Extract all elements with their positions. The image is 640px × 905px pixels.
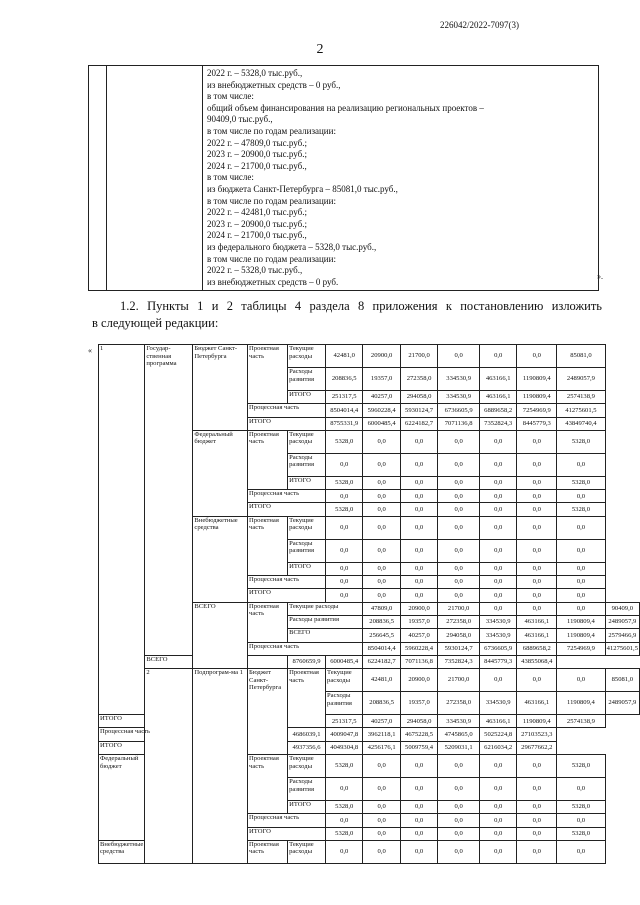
value-cell: 43855068,4 — [517, 655, 557, 668]
value-cell: 0,0 — [517, 801, 557, 814]
value-cell: 2579466,9 — [605, 629, 639, 642]
value-cell: 0,0 — [400, 430, 437, 453]
value-cell: 1190809,4 — [517, 391, 557, 404]
value-cell: 5930124,7 — [438, 642, 480, 655]
financing-text-line: 2022 г. – 5328,0 тыс.руб., — [207, 265, 303, 276]
value-cell: 7254969,9 — [557, 642, 605, 655]
value-cell: 0,0 — [479, 801, 516, 814]
value-cell: 27103523,3 — [517, 728, 557, 741]
value-cell: 6736605,9 — [479, 642, 516, 655]
value-cell: 0,0 — [400, 476, 437, 489]
value-cell: 41275601,5 — [605, 642, 639, 655]
value-cell: 0,0 — [517, 755, 557, 778]
value-cell: 0,0 — [517, 827, 557, 840]
row-label: Процессная часть — [248, 814, 326, 827]
value-cell: 21700,0 — [438, 669, 480, 692]
value-cell: 0,0 — [326, 840, 363, 863]
financing-text-line: общий объем финансирования на реализацию региональных проектов – — [207, 102, 484, 113]
value-cell: 4937356,6 — [288, 741, 326, 754]
value-cell: 0,0 — [438, 453, 480, 476]
value-cell: 0,0 — [557, 516, 605, 539]
value-cell: 0,0 — [438, 562, 480, 575]
part-label: Проектная часть — [248, 430, 288, 489]
row-label: Расходы развития — [326, 692, 363, 715]
value-cell: 0,0 — [479, 589, 516, 602]
value-cell: 0,0 — [479, 602, 516, 615]
item-number: 1 — [99, 345, 145, 715]
value-cell: 0,0 — [479, 576, 516, 589]
value-cell: 0,0 — [363, 827, 400, 840]
financing-text-line: 2022 г. – 47809,0 тыс.руб.; — [207, 137, 307, 148]
value-cell: 7352824,3 — [479, 417, 516, 430]
financing-text-line: из федерального бюджета – 5328,0 тыс.руб., — [207, 241, 377, 252]
value-cell: 334530,9 — [438, 391, 480, 404]
value-cell: 42481,0 — [363, 669, 400, 692]
source-label: Внебюджетные средства — [99, 840, 145, 863]
row-label: ИТОГО — [99, 741, 193, 754]
value-cell: 0,0 — [557, 840, 605, 863]
value-cell: 7071136,8 — [400, 655, 437, 668]
top-col-number — [89, 66, 107, 291]
value-cell: 8755331,9 — [326, 417, 363, 430]
value-cell: 5328,0 — [326, 801, 363, 814]
page-number: 2 — [316, 42, 324, 57]
value-cell: 0,0 — [363, 476, 400, 489]
value-cell: 0,0 — [438, 503, 480, 516]
paragraph-line-1: 1.2. Пункты 1 и 2 таблицы 4 раздела 8 приложения к постановлению изложить — [120, 299, 602, 313]
source-label: Внебюджетные средства — [193, 516, 248, 602]
value-cell: 5328,0 — [326, 430, 363, 453]
value-cell: 0,0 — [438, 814, 480, 827]
value-cell: 256645,5 — [363, 629, 400, 642]
value-cell: 0,0 — [400, 490, 437, 503]
value-cell: 0,0 — [363, 589, 400, 602]
value-cell: 85081,0 — [557, 345, 605, 368]
value-cell: 29677662,2 — [517, 741, 557, 754]
value-cell: 463166,1 — [517, 629, 557, 642]
value-cell: 0,0 — [400, 755, 437, 778]
value-cell: 20900,0 — [363, 345, 400, 368]
row-label: Текущие расходы — [288, 430, 326, 453]
value-cell: 0,0 — [438, 476, 480, 489]
value-cell: 334530,9 — [479, 692, 516, 715]
value-cell: 8760659,9 — [288, 655, 326, 668]
financing-text-line: 2024 г. – 21700,0 тыс.руб., — [207, 230, 307, 241]
value-cell: 272358,0 — [438, 692, 480, 715]
value-cell: 19357,0 — [400, 692, 437, 715]
value-cell: 6000485,4 — [326, 655, 363, 668]
value-cell: 2574138,9 — [557, 715, 605, 728]
value-cell: 40257,0 — [400, 629, 437, 642]
part-label: Проектная часть — [288, 669, 326, 728]
value-cell: 0,0 — [438, 490, 480, 503]
financing-text-line: 2024 г. – 21700,0 тыс.руб., — [207, 160, 307, 171]
value-cell: 251317,5 — [326, 715, 363, 728]
value-cell: 0,0 — [400, 827, 437, 840]
financing-text-line: в том числе по годам реализации: — [207, 125, 336, 136]
value-cell: 0,0 — [479, 840, 516, 863]
value-cell: 0,0 — [438, 430, 480, 453]
part-label: Проектная часть — [248, 345, 288, 404]
row-label: Расходы развития — [288, 368, 326, 391]
program-label: Подпрограм-ма 1 — [193, 669, 248, 864]
value-cell: 0,0 — [400, 503, 437, 516]
part-label: Проектная часть — [248, 516, 288, 575]
program-label: Государ-ственная программа — [145, 345, 193, 656]
value-cell: 0,0 — [479, 476, 516, 489]
value-cell: 0,0 — [479, 430, 516, 453]
value-cell: 6216034,2 — [479, 741, 516, 754]
item-number: 2 — [145, 669, 193, 864]
value-cell: 5328,0 — [557, 801, 605, 814]
value-cell: 0,0 — [517, 345, 557, 368]
value-cell: 6224182,7 — [363, 655, 400, 668]
value-cell: 6000485,4 — [363, 417, 400, 430]
source-label: Федеральный бюджет — [99, 755, 145, 841]
row-label: Текущие расходы — [326, 669, 363, 692]
value-cell: 0,0 — [517, 576, 557, 589]
value-cell: 0,0 — [479, 669, 516, 692]
value-cell: 0,0 — [400, 778, 437, 801]
financing-text-line: 2022 г. – 42481,0 тыс.руб.; — [207, 207, 307, 218]
value-cell: 0,0 — [363, 778, 400, 801]
amendment-paragraph — [92, 298, 602, 332]
value-cell: 0,0 — [363, 490, 400, 503]
total-label: ВСЕГО — [193, 602, 248, 668]
document-number: 226042/2022-7097(3) — [440, 20, 519, 30]
value-cell: 2489057,9 — [605, 615, 639, 628]
value-cell: 21700,0 — [400, 345, 437, 368]
value-cell: 4686039,1 — [288, 728, 326, 741]
value-cell: 0,0 — [557, 602, 605, 615]
value-cell: 5328,0 — [326, 503, 363, 516]
value-cell: 0,0 — [517, 602, 557, 615]
value-cell: 0,0 — [438, 755, 480, 778]
value-cell: 40257,0 — [363, 715, 400, 728]
financing-text-line: 2023 г. – 20900,0 тыс.руб.; — [207, 149, 307, 160]
value-cell: 0,0 — [479, 453, 516, 476]
value-cell: 334530,9 — [479, 615, 516, 628]
value-cell: 0,0 — [479, 755, 516, 778]
value-cell: 0,0 — [438, 539, 480, 562]
value-cell: 0,0 — [517, 840, 557, 863]
value-cell: 42481,0 — [326, 345, 363, 368]
financing-text-line: из внебюджетных средств – 0 руб., — [207, 79, 341, 90]
value-cell: 2574138,9 — [557, 391, 605, 404]
value-cell: 4256176,1 — [363, 741, 400, 754]
value-cell: 8504014,4 — [363, 642, 400, 655]
financing-text — [203, 66, 598, 290]
value-cell: 294058,0 — [400, 391, 437, 404]
value-cell: 40257,0 — [363, 391, 400, 404]
value-cell: 0,0 — [438, 840, 480, 863]
value-cell: 0,0 — [326, 814, 363, 827]
value-cell: 0,0 — [326, 562, 363, 575]
value-cell: 4009047,8 — [326, 728, 363, 741]
value-cell: 1190809,4 — [517, 715, 557, 728]
value-cell: 1190809,4 — [557, 692, 605, 715]
value-cell: 0,0 — [438, 778, 480, 801]
value-cell: 0,0 — [363, 814, 400, 827]
paragraph-line-2: в следующей редакции: — [92, 316, 219, 330]
value-cell: 5328,0 — [326, 827, 363, 840]
value-cell: 0,0 — [326, 490, 363, 503]
value-cell: 5025224,8 — [479, 728, 516, 741]
row-label: Текущие расходы — [288, 516, 326, 539]
financing-text-line: в том числе по годам реализации: — [207, 253, 336, 264]
row-label: ИТОГО — [248, 503, 326, 516]
value-cell: 0,0 — [517, 814, 557, 827]
row-label: ИТОГО — [248, 417, 326, 430]
value-cell: 463166,1 — [517, 692, 557, 715]
value-cell: 0,0 — [557, 490, 605, 503]
value-cell: 272358,0 — [400, 368, 437, 391]
value-cell: 0,0 — [479, 778, 516, 801]
value-cell: 0,0 — [400, 562, 437, 575]
value-cell: 0,0 — [517, 778, 557, 801]
row-label: ВСЕГО — [288, 629, 363, 642]
value-cell: 5328,0 — [326, 755, 363, 778]
value-cell: 5930124,7 — [400, 404, 437, 417]
value-cell: 6224182,7 — [400, 417, 437, 430]
value-cell: 294058,0 — [438, 629, 480, 642]
value-cell: 6889658,2 — [479, 404, 516, 417]
value-cell: 0,0 — [326, 778, 363, 801]
value-cell: 0,0 — [438, 827, 480, 840]
value-cell: 0,0 — [363, 453, 400, 476]
value-cell: 334530,9 — [438, 715, 480, 728]
value-cell: 8445779,3 — [517, 417, 557, 430]
row-label: Расходы развития — [288, 453, 326, 476]
value-cell: 0,0 — [363, 430, 400, 453]
row-label: Процессная часть — [248, 576, 326, 589]
financing-text-line: в том числе: — [207, 91, 254, 102]
value-cell: 0,0 — [326, 539, 363, 562]
value-cell: 0,0 — [479, 516, 516, 539]
value-cell: 1190809,4 — [557, 629, 605, 642]
value-cell: 4745865,0 — [438, 728, 480, 741]
value-cell: 0,0 — [438, 576, 480, 589]
row-label: ИТОГО — [288, 476, 326, 489]
value-cell: 0,0 — [479, 562, 516, 575]
value-cell: 0,0 — [326, 589, 363, 602]
value-cell: 8445779,3 — [479, 655, 516, 668]
value-cell: 5009759,4 — [400, 741, 437, 754]
value-cell: 0,0 — [517, 516, 557, 539]
value-cell: 0,0 — [557, 669, 605, 692]
value-cell: 0,0 — [400, 516, 437, 539]
value-cell: 8504014,4 — [326, 404, 363, 417]
financing-text-line: 2023 г. – 20900,0 тыс.руб.; — [207, 218, 307, 229]
part-label: Проектная часть — [248, 755, 288, 814]
value-cell: 208836,5 — [363, 692, 400, 715]
row-label: ВСЕГО — [145, 655, 288, 668]
source-label: Федеральный бюджет — [193, 430, 248, 516]
value-cell: 41275601,5 — [557, 404, 605, 417]
value-cell: 0,0 — [557, 539, 605, 562]
value-cell: 3962118,1 — [363, 728, 400, 741]
value-cell: 90409,0 — [605, 602, 639, 615]
value-cell: 463166,1 — [479, 391, 516, 404]
value-cell: 251317,5 — [326, 391, 363, 404]
value-cell: 0,0 — [517, 503, 557, 516]
value-cell: 5328,0 — [557, 755, 605, 778]
value-cell: 0,0 — [400, 576, 437, 589]
row-label: ИТОГО — [288, 391, 326, 404]
value-cell: 0,0 — [363, 576, 400, 589]
value-cell: 5960228,4 — [363, 404, 400, 417]
financing-text-line: в том числе: — [207, 172, 254, 183]
value-cell: 0,0 — [363, 755, 400, 778]
row-label: ИТОГО — [248, 589, 326, 602]
value-cell: 0,0 — [400, 840, 437, 863]
value-cell: 294058,0 — [400, 715, 437, 728]
row-label: Текущие расходы — [288, 755, 326, 778]
value-cell: 0,0 — [438, 589, 480, 602]
value-cell: 6736605,9 — [438, 404, 480, 417]
value-cell: 334530,9 — [438, 368, 480, 391]
row-label: Процессная часть — [99, 728, 193, 741]
value-cell: 0,0 — [517, 430, 557, 453]
part-label: Проектная часть — [248, 840, 288, 863]
financing-text-line: 90409,0 тыс.руб., — [207, 114, 273, 125]
row-label: ИТОГО — [288, 562, 326, 575]
value-cell: 20900,0 — [400, 602, 437, 615]
value-cell: 0,0 — [517, 669, 557, 692]
value-cell: 0,0 — [400, 453, 437, 476]
value-cell: 5328,0 — [557, 827, 605, 840]
source-label: Бюджет Санкт-Петербурга — [248, 669, 288, 755]
value-cell: 19357,0 — [400, 615, 437, 628]
top-continuation-table — [88, 65, 599, 291]
value-cell: 0,0 — [517, 490, 557, 503]
value-cell: 0,0 — [557, 453, 605, 476]
value-cell: 43849740,4 — [557, 417, 605, 430]
row-label: Расходы развития — [288, 539, 326, 562]
value-cell: 0,0 — [517, 589, 557, 602]
value-cell: 0,0 — [479, 503, 516, 516]
value-cell: 0,0 — [400, 589, 437, 602]
value-cell: 0,0 — [557, 778, 605, 801]
value-cell: 0,0 — [517, 453, 557, 476]
value-cell: 5328,0 — [326, 476, 363, 489]
row-label: ИТОГО — [99, 715, 145, 728]
row-label: Процессная часть — [248, 642, 363, 655]
value-cell: 0,0 — [326, 576, 363, 589]
financing-table — [98, 344, 640, 864]
value-cell: 0,0 — [326, 516, 363, 539]
value-cell: 0,0 — [517, 476, 557, 489]
row-label: Расходы развития — [288, 615, 363, 628]
value-cell: 0,0 — [479, 345, 516, 368]
value-cell: 20900,0 — [400, 669, 437, 692]
value-cell: 0,0 — [363, 840, 400, 863]
row-label: ИТОГО — [288, 801, 326, 814]
value-cell: 19357,0 — [363, 368, 400, 391]
opening-quote: « — [88, 346, 92, 355]
value-cell: 0,0 — [557, 589, 605, 602]
source-label: Бюджет Санкт-Петербурга — [193, 345, 248, 431]
value-cell: 7352824,3 — [438, 655, 480, 668]
row-label: Текущие расходы — [288, 602, 363, 615]
value-cell: 0,0 — [517, 562, 557, 575]
value-cell: 21700,0 — [438, 602, 480, 615]
value-cell: 0,0 — [438, 516, 480, 539]
value-cell: 5328,0 — [557, 503, 605, 516]
value-cell: 0,0 — [326, 453, 363, 476]
value-cell: 0,0 — [363, 516, 400, 539]
closing-quote: ». — [597, 272, 603, 281]
value-cell: 463166,1 — [479, 715, 516, 728]
row-label: ИТОГО — [248, 827, 326, 840]
row-label: Процессная часть — [248, 404, 326, 417]
value-cell: 208836,5 — [326, 368, 363, 391]
value-cell: 208836,5 — [363, 615, 400, 628]
row-label: Процессная часть — [248, 490, 326, 503]
value-cell: 0,0 — [363, 801, 400, 814]
value-cell: 5328,0 — [557, 430, 605, 453]
value-cell: 0,0 — [363, 503, 400, 516]
part-label: Проектная часть — [248, 602, 288, 642]
value-cell: 1190809,4 — [557, 615, 605, 628]
value-cell: 0,0 — [400, 814, 437, 827]
value-cell: 5209031,1 — [438, 741, 480, 754]
value-cell: 0,0 — [557, 562, 605, 575]
value-cell: 2489057,9 — [557, 368, 605, 391]
financing-text-line: из внебюджетных средств – 0 руб. — [207, 276, 339, 287]
value-cell: 7254969,9 — [517, 404, 557, 417]
value-cell: 47809,0 — [363, 602, 400, 615]
value-cell: 463166,1 — [479, 368, 516, 391]
value-cell: 0,0 — [438, 345, 480, 368]
financing-text-line: 2022 г. – 5328,0 тыс.руб., — [207, 68, 303, 78]
value-cell: 0,0 — [479, 539, 516, 562]
value-cell: 4675228,5 — [400, 728, 437, 741]
value-cell: 2489057,9 — [605, 692, 639, 715]
value-cell: 5328,0 — [557, 476, 605, 489]
financing-text-line: из бюджета Санкт-Петербурга – 85081,0 тыс.руб., — [207, 183, 398, 194]
row-label: Расходы развития — [288, 778, 326, 801]
value-cell: 5960228,4 — [400, 642, 437, 655]
value-cell: 1190809,4 — [517, 368, 557, 391]
top-col-title — [107, 66, 203, 291]
value-cell: 0,0 — [438, 801, 480, 814]
value-cell: 0,0 — [557, 814, 605, 827]
value-cell: 334530,9 — [479, 629, 516, 642]
row-label: Текущие расходы — [288, 345, 326, 368]
row-label: Текущие расходы — [288, 840, 326, 863]
value-cell: 4049304,8 — [326, 741, 363, 754]
value-cell: 0,0 — [479, 827, 516, 840]
value-cell: 0,0 — [363, 539, 400, 562]
value-cell: 0,0 — [479, 490, 516, 503]
top-col-content — [203, 66, 599, 291]
financing-text-line: в том числе по годам реализации: — [207, 195, 336, 206]
value-cell: 0,0 — [400, 539, 437, 562]
value-cell: 0,0 — [557, 576, 605, 589]
value-cell: 0,0 — [400, 801, 437, 814]
value-cell: 85081,0 — [605, 669, 639, 692]
value-cell: 0,0 — [479, 814, 516, 827]
value-cell: 0,0 — [363, 562, 400, 575]
value-cell: 0,0 — [517, 539, 557, 562]
value-cell: 463166,1 — [517, 615, 557, 628]
value-cell: 6889658,2 — [517, 642, 557, 655]
value-cell: 272358,0 — [438, 615, 480, 628]
value-cell: 7071136,8 — [438, 417, 480, 430]
